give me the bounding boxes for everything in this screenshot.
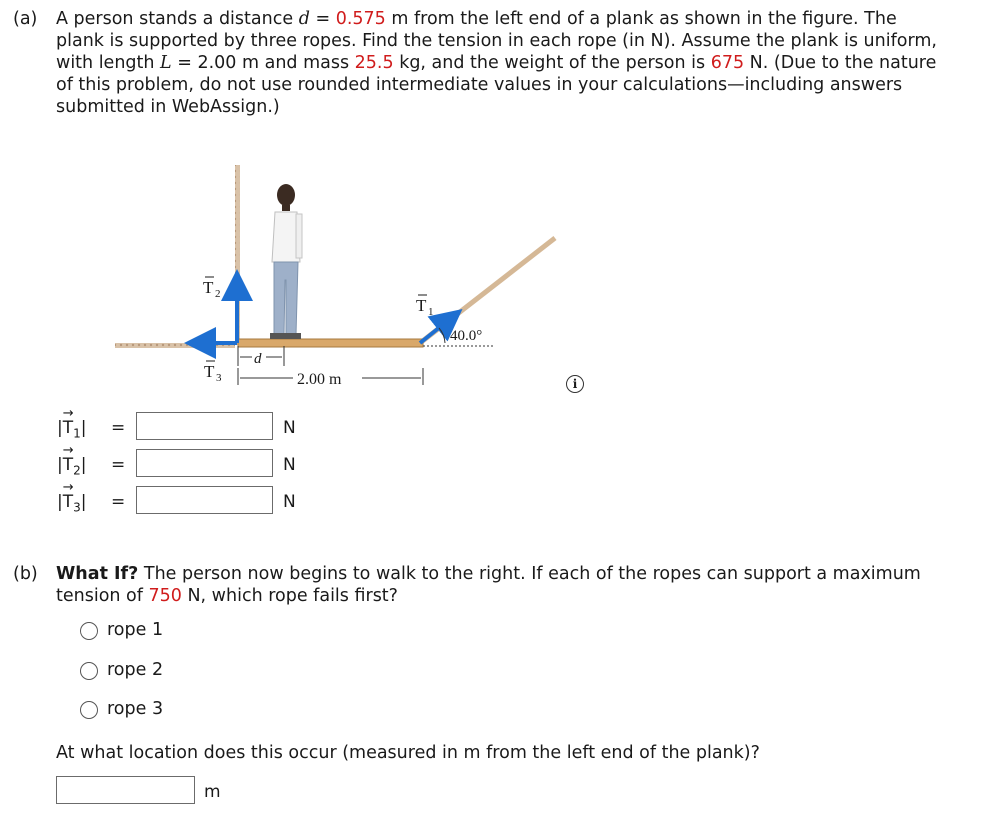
part-b-label: (b): [13, 564, 38, 584]
L-variable: L: [160, 53, 172, 73]
t3-label: T: [204, 362, 215, 381]
t3-unit: N: [283, 492, 296, 512]
t2-answer-label: | → $T_2|$: [57, 443, 87, 478]
t3-eq: =: [111, 492, 126, 512]
d-variable: d: [298, 9, 310, 29]
max-tension-value: 750: [148, 586, 182, 606]
d-label: d: [254, 351, 262, 367]
t2-unit: N: [283, 455, 296, 475]
part-a-line-5: submitted in WebAssign.): [56, 97, 280, 117]
t1-answer-label: | → $T_1|$: [57, 406, 87, 441]
part-a-label: (a): [13, 9, 38, 29]
t1-sub: 1: [428, 306, 434, 318]
part-a-line-1: A person stands a distance d = 0.575 m from the left end of a plank as shown in the figure. The: [56, 9, 897, 29]
person-figure: [270, 184, 302, 339]
t1-label: T: [416, 296, 427, 315]
part-a-line-2: plank is supported by three ropes. Find the tension in each rope (in N). Assume the plank is uniform,: [56, 31, 937, 51]
t2-label: T: [203, 278, 214, 297]
part-a-line-3: with length L = 2.00 m and mass 25.5 kg, and the weight of the person is 675 N. (Due to the nature: [56, 53, 937, 73]
location-question: At what location does this occur (measured in m from the left end of the plank)?: [56, 743, 760, 763]
weight-value: 675: [710, 53, 745, 73]
length-label: 2.00 m: [297, 371, 342, 388]
t2-eq: =: [111, 455, 126, 475]
t1-unit: N: [283, 418, 296, 438]
rope-2-radio[interactable]: [80, 662, 98, 680]
location-unit: m: [204, 782, 221, 802]
what-if-label: What If?: [56, 564, 139, 584]
rope-3-option-label[interactable]: rope 3: [107, 699, 164, 719]
d-value: 0.575: [335, 9, 386, 29]
rope-1-radio[interactable]: [80, 622, 98, 640]
rope-1-option-label[interactable]: rope 1: [107, 620, 164, 640]
t1-arrow: [420, 319, 450, 343]
part-b-line-2: tension of 750 N, which rope fails first?: [56, 586, 398, 606]
part-a-line-4: of this problem, do not use rounded intermediate values in your calculations—including answers: [56, 75, 903, 95]
plank-figure: [100, 150, 600, 400]
t2-sub: 2: [215, 288, 221, 300]
mass-value: 25.5: [354, 53, 394, 73]
t3-answer-label: | → $T_3|$: [57, 480, 87, 515]
t2-answer-input[interactable]: [136, 449, 273, 477]
rope-3-radio[interactable]: [80, 701, 98, 719]
location-answer-input[interactable]: [56, 776, 195, 804]
part-b-line-1: What If? The person now begins to walk to the right. If each of the ropes can support a maximum: [56, 564, 921, 584]
rope-2-option-label[interactable]: rope 2: [107, 660, 164, 680]
t3-answer-input[interactable]: [136, 486, 273, 514]
t3-sub: 3: [216, 372, 222, 384]
info-icon[interactable]: i: [566, 375, 584, 393]
t1-eq: =: [111, 418, 126, 438]
angle-label: 40.0°: [450, 328, 483, 344]
t1-answer-input[interactable]: [136, 412, 273, 440]
plank: [238, 339, 423, 347]
